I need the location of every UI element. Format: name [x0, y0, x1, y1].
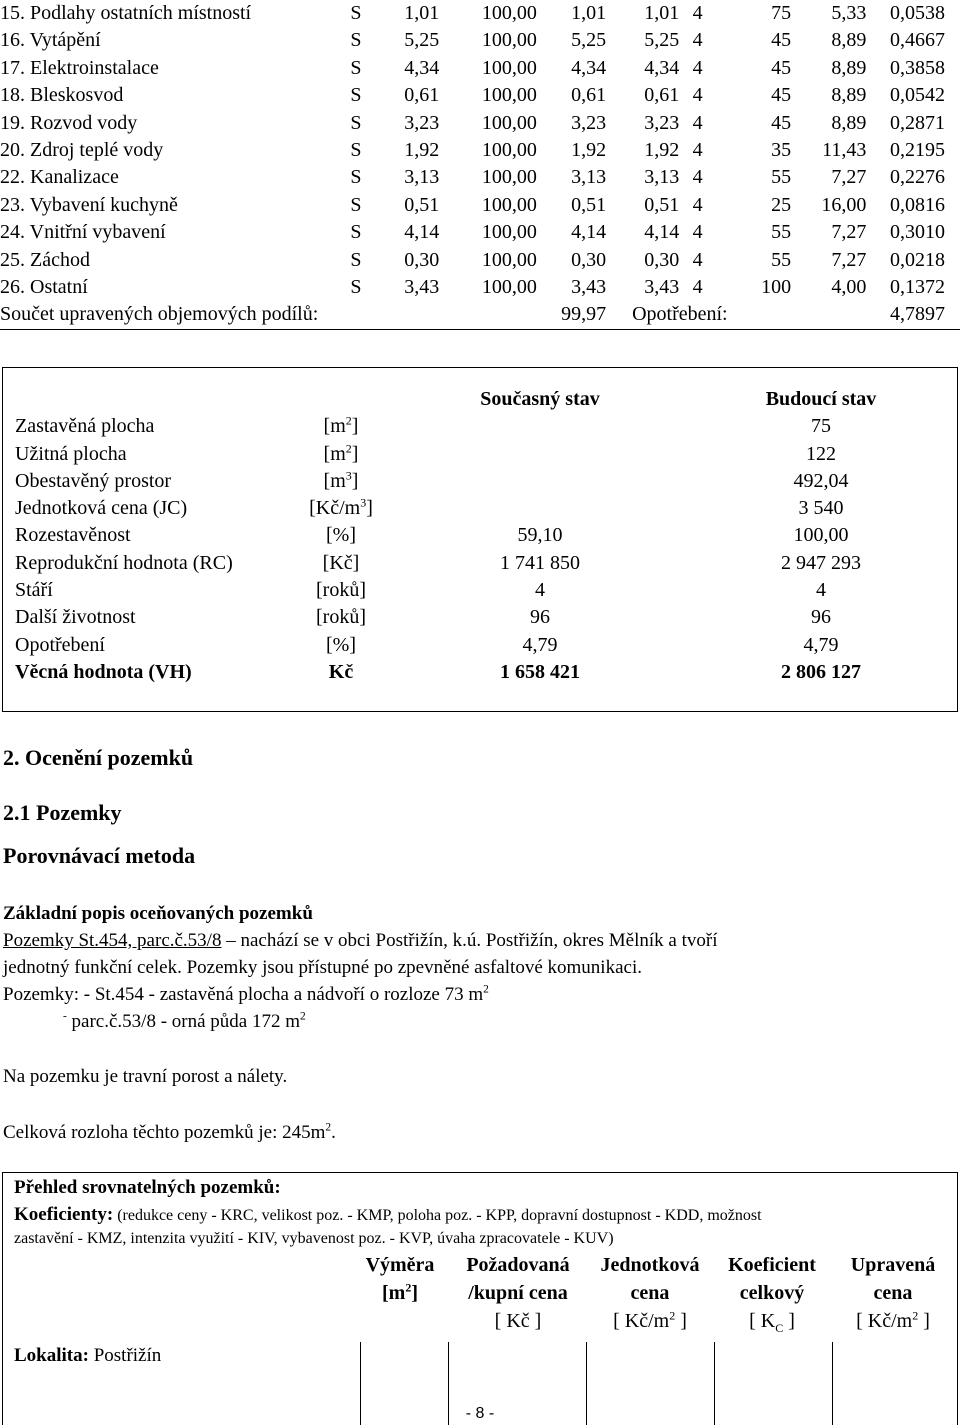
valuation-row	[15, 522, 949, 549]
valuation-label: Jednotková cena (JC)	[15, 497, 188, 520]
unit-base: [%]	[326, 633, 356, 656]
row-cell: S	[350, 221, 362, 244]
h2-text: cena	[630, 1282, 670, 1304]
row-cell: S	[350, 276, 362, 299]
row-cell: 100,00	[481, 84, 537, 107]
valuation-box	[2, 367, 958, 712]
row-cell: 3,43	[571, 276, 607, 299]
valuation-row	[15, 441, 949, 468]
description-line-4	[63, 1008, 306, 1035]
unit-end: ]	[918, 1310, 930, 1332]
unit-end: ]	[783, 1310, 795, 1332]
valuation-row	[15, 468, 949, 495]
unit-sup: 2	[912, 1308, 919, 1323]
table-row	[0, 27, 960, 54]
unit-sup: 3	[360, 495, 367, 510]
table-row	[0, 82, 960, 109]
row-cell: 100,00	[481, 111, 537, 134]
row-cell: 4,14	[404, 221, 440, 244]
row-cell: 0,3010	[890, 221, 945, 244]
row-cell: 4	[692, 111, 703, 134]
row-cell: 3,23	[404, 111, 440, 134]
final-future: 2 806 127	[781, 660, 861, 683]
description-line-1-rest: – nachází se v obci Postřižín, k.ú. Postřižín, okres Mělník a tvoří	[221, 930, 718, 951]
unit-sup: 2	[669, 1308, 676, 1323]
row-cell: 3,23	[571, 111, 607, 134]
description-line-1	[3, 927, 718, 954]
valuation-header-row	[15, 386, 949, 413]
row-cell: 100,00	[481, 166, 537, 189]
valuation-unit	[295, 413, 387, 440]
section-heading-sub: 2.1 Pozemky	[3, 800, 122, 825]
valuation-current	[387, 413, 693, 440]
valuation-current	[387, 468, 693, 495]
building-parts-table	[0, 0, 960, 330]
row-cell: 45	[771, 56, 792, 79]
row-name: 23. Vybavení kuchyně	[0, 193, 178, 216]
row-cell: 0,51	[644, 193, 680, 216]
row-name: 18. Bleskosvod	[0, 84, 124, 107]
h2-text: /kupní cena	[468, 1282, 568, 1304]
valuation-unit	[295, 495, 387, 522]
unit-base: [roků]	[316, 606, 366, 629]
row-cell: 100,00	[481, 139, 537, 162]
row-cell: 4	[692, 84, 703, 107]
locality-row	[14, 1342, 161, 1369]
row-cell: 0,0538	[890, 2, 945, 24]
h2-text: celkový	[739, 1282, 805, 1304]
row-cell: 4,34	[404, 56, 440, 79]
row-cell: 16,00	[821, 193, 867, 216]
row-cell: 25	[771, 193, 792, 216]
col-header-line-1: Jednotková	[600, 1254, 700, 1276]
valuation-future: 96	[811, 606, 831, 629]
row-cell: 1,92	[404, 139, 440, 162]
valuation-row	[15, 413, 949, 440]
table-row	[0, 164, 960, 191]
unit-sup: 3	[345, 468, 352, 483]
description-title: Základní popis oceňovaných pozemků	[3, 903, 313, 924]
valuation-current	[387, 441, 693, 468]
row-cell: 4,34	[571, 56, 607, 79]
row-cell: 5,33	[831, 2, 867, 24]
valuation-current	[387, 495, 693, 522]
wear-value: 4,7897	[791, 301, 960, 329]
row-cell: 55	[771, 248, 792, 271]
row-cell: 5,25	[644, 29, 680, 52]
unit-end: ]	[351, 469, 359, 492]
valuation-unit	[295, 468, 387, 495]
col-header-line-1: Upravená	[850, 1254, 936, 1276]
valuation-future: 4,79	[803, 633, 839, 656]
sum-row	[0, 301, 960, 329]
row-cell: 0,51	[571, 193, 607, 216]
row-cell: 0,30	[571, 248, 607, 271]
row-name: 20. Zdroj teplé vody	[0, 139, 164, 162]
row-cell: S	[350, 166, 362, 189]
coefficients-line-2: zastavění - KMZ, intenzita využití - KIV, vybavenost poz. - KVP, úvaha zpracovatele - KUV)	[14, 1230, 614, 1247]
unit-text: [ K	[749, 1310, 776, 1332]
valuation-unit	[295, 441, 387, 468]
unit-sup: 2	[345, 413, 352, 428]
row-cell: 3,43	[644, 276, 680, 299]
valuation-label: Rozestavěnost	[15, 524, 131, 547]
row-cell: S	[350, 248, 362, 271]
valuation-future: 4	[816, 579, 826, 602]
valuation-label: Další životnost	[15, 606, 136, 629]
row-cell: 4	[692, 276, 703, 299]
row-cell: 0,0542	[890, 84, 945, 107]
method-heading: Porovnávací metoda	[3, 843, 196, 868]
unit-text: [ Kč ]	[494, 1310, 542, 1332]
valuation-current: 96	[530, 606, 550, 629]
row-cell: 4	[692, 193, 703, 216]
row-cell: 3,23	[644, 111, 680, 134]
row-cell: 4	[692, 56, 703, 79]
page-number: - 8 -	[465, 1405, 495, 1422]
row-cell: 4,00	[831, 276, 867, 299]
row-cell: 55	[771, 166, 792, 189]
row-cell: 5,25	[571, 29, 607, 52]
line-4-sup: 2	[300, 1010, 306, 1023]
final-label: Věcná hodnota (VH)	[15, 660, 192, 683]
line-6-sup: 2	[325, 1121, 332, 1134]
unit-base: [m	[323, 442, 346, 465]
row-cell: 4	[692, 29, 703, 52]
row-cell: 7,27	[831, 248, 867, 271]
row-cell: 1,01	[571, 2, 607, 24]
row-cell: 8,89	[831, 29, 867, 52]
valuation-current: 1 741 850	[500, 551, 580, 574]
row-name: 22. Kanalizace	[0, 166, 119, 189]
row-cell: 100,00	[481, 276, 537, 299]
row-cell: 4	[692, 2, 703, 24]
unit-base: [m	[323, 415, 346, 438]
row-name: 16. Vytápění	[0, 29, 101, 52]
valuation-current: 4	[535, 579, 545, 602]
unit-base: [%]	[326, 524, 356, 547]
row-cell: 11,43	[822, 139, 867, 162]
table-row	[0, 0, 960, 27]
valuation-table	[15, 386, 949, 686]
row-cell: S	[350, 2, 362, 24]
row-cell: 100,00	[481, 2, 537, 24]
valuation-future: 122	[806, 442, 836, 465]
row-cell: 100	[761, 276, 792, 299]
h2-end: ]	[411, 1282, 418, 1304]
row-cell: 75	[771, 2, 792, 24]
row-cell: 1,01	[404, 2, 440, 24]
valuation-row	[15, 632, 949, 659]
row-cell: S	[350, 56, 362, 79]
valuation-current: 59,10	[517, 524, 563, 547]
row-cell: S	[350, 111, 362, 134]
valuation-unit	[295, 577, 387, 604]
row-cell: 4,34	[644, 56, 680, 79]
line-6-end: .	[331, 1122, 336, 1143]
row-cell: 4,14	[644, 221, 680, 244]
col-future-header: Budoucí stav	[765, 388, 877, 410]
row-cell: 3,13	[404, 166, 440, 189]
valuation-row	[15, 550, 949, 577]
row-cell: S	[350, 193, 362, 216]
description-line-6	[3, 1119, 336, 1146]
unit-text: [ Kč/m	[613, 1310, 670, 1332]
section-heading-main: 2. Ocenění pozemků	[3, 745, 194, 770]
row-cell: 100,00	[481, 193, 537, 216]
h2-text: cena	[873, 1282, 913, 1304]
row-cell: 45	[771, 29, 792, 52]
valuation-label: Stáří	[15, 579, 53, 602]
comparison-title: Přehled srovnatelných pozemků:	[14, 1177, 281, 1198]
h2-text: [m	[382, 1282, 406, 1304]
row-cell: 3,13	[571, 166, 607, 189]
row-cell: 0,4667	[890, 29, 945, 52]
line-3-text: Pozemky: - St.454 - zastavěná plocha a nádvoří o rozloze 73 m	[3, 984, 484, 1005]
row-name: 24. Vnitřní vybavení	[0, 221, 166, 244]
col-current-header: Současný stav	[480, 388, 600, 410]
valuation-unit	[295, 632, 387, 659]
unit-text: [ Kč/m	[856, 1310, 913, 1332]
unit-end: ]	[675, 1310, 687, 1332]
col-header-line-1: Požadovaná	[466, 1254, 570, 1276]
valuation-row	[15, 604, 949, 631]
valuation-label: Obestavěný prostor	[15, 469, 172, 492]
row-cell: 4	[692, 248, 703, 271]
table-row	[0, 110, 960, 137]
parcel-ids: Pozemky St.454, parc.č.53/8	[3, 930, 222, 951]
row-cell: 100,00	[481, 29, 537, 52]
col-header-line-1: Výměra	[365, 1254, 435, 1276]
row-cell: 100,00	[481, 56, 537, 79]
sum-label: Součet upravených objemových podílů:	[0, 301, 537, 329]
row-name: 15. Podlahy ostatních místností	[0, 2, 252, 24]
valuation-label: Reprodukční hodnota (RC)	[15, 551, 233, 574]
table-row	[0, 192, 960, 219]
valuation-future: 3 540	[798, 497, 844, 520]
sum-value: 99,97	[537, 301, 606, 329]
row-name: 19. Rozvod vody	[0, 111, 138, 134]
row-cell: 4	[692, 166, 703, 189]
valuation-row	[15, 495, 949, 522]
row-cell: 5,25	[404, 29, 440, 52]
row-cell: S	[350, 139, 362, 162]
valuation-future: 100,00	[793, 524, 849, 547]
col-unit	[813, 1307, 960, 1335]
valuation-current: 4,79	[522, 633, 558, 656]
line-4-dash: -	[63, 1010, 67, 1023]
h2-sup: 2	[405, 1280, 412, 1295]
row-cell: 1,92	[571, 139, 607, 162]
table-row	[0, 274, 960, 301]
row-cell: 0,30	[404, 248, 440, 271]
row-cell: 0,30	[644, 248, 680, 271]
row-cell: 45	[771, 84, 792, 107]
row-cell: 0,3858	[890, 56, 945, 79]
unit-end: ]	[351, 415, 359, 438]
row-cell: 3,43	[404, 276, 440, 299]
locality-value: Postřižín	[88, 1345, 162, 1366]
row-cell: 0,2871	[890, 111, 945, 134]
comparison-column-header	[813, 1251, 960, 1335]
unit-end: ]	[366, 497, 373, 520]
unit-base: [Kč/m	[309, 497, 361, 520]
line-4-text: parc.č.53/8 - orná půda 172 m	[66, 1011, 301, 1032]
unit-end: ]	[351, 442, 359, 465]
row-cell: 7,27	[831, 221, 867, 244]
valuation-future: 2 947 293	[781, 551, 861, 574]
valuation-unit	[295, 550, 387, 577]
row-cell: 0,61	[571, 84, 607, 107]
row-cell: 1,92	[644, 139, 680, 162]
row-name: 17. Elektroinstalace	[0, 56, 159, 79]
valuation-label: Zastavěná plocha	[15, 415, 155, 438]
row-cell: 55	[771, 221, 792, 244]
row-cell: 0,61	[644, 84, 680, 107]
row-cell: 4	[692, 221, 703, 244]
row-cell: 8,89	[831, 84, 867, 107]
unit-base: [m	[323, 469, 346, 492]
row-cell: 8,89	[831, 111, 867, 134]
unit-base: [roků]	[316, 579, 366, 602]
row-cell: 0,51	[404, 193, 440, 216]
coefficients-label: Koeficienty:	[14, 1204, 114, 1225]
line-3-sup: 2	[483, 983, 489, 996]
row-cell: 0,0816	[890, 193, 945, 216]
table-row	[0, 247, 960, 274]
valuation-label: Užitná plocha	[15, 442, 127, 465]
valuation-unit	[295, 522, 387, 549]
table-row	[0, 137, 960, 164]
row-cell: 3,13	[644, 166, 680, 189]
row-cell: 0,2276	[890, 166, 945, 189]
row-cell: 4,14	[571, 221, 607, 244]
valuation-unit	[295, 604, 387, 631]
row-cell: 8,89	[831, 56, 867, 79]
locality-label: Lokalita:	[14, 1345, 89, 1366]
coefficients-text-1: (redukce ceny - KRC, velikost poz. - KMP, poloha poz. - KPP, dopravní dostupnost - KDD, možnost	[113, 1207, 762, 1224]
row-cell: 100,00	[481, 221, 537, 244]
row-cell: 0,61	[404, 84, 440, 107]
col-header-line-1: Koeficient	[728, 1254, 816, 1276]
table-row	[0, 55, 960, 82]
unit-sup: 2	[345, 440, 352, 455]
row-cell: S	[350, 84, 362, 107]
row-cell: 45	[771, 111, 792, 134]
row-cell: 35	[771, 139, 792, 162]
description-line-5: Na pozemku je travní porost a nálety.	[3, 1066, 288, 1087]
line-6-text: Celková rozloha těchto pozemků je: 245m	[3, 1122, 326, 1143]
row-cell: 100,00	[481, 248, 537, 271]
row-cell: S	[350, 29, 362, 52]
valuation-label: Opotřebení	[15, 633, 105, 656]
row-cell: 1,01	[644, 2, 680, 24]
table-row	[0, 219, 960, 246]
unit-base: [Kč]	[322, 551, 360, 574]
row-name: 25. Záchod	[0, 248, 90, 271]
unit-sub: C	[775, 1321, 784, 1335]
row-cell: 0,2195	[890, 139, 945, 162]
final-current: 1 658 421	[500, 660, 580, 683]
valuation-future: 492,04	[793, 469, 849, 492]
row-cell: 4	[692, 139, 703, 162]
row-name: 26. Ostatní	[0, 276, 88, 299]
row-cell: 0,0218	[890, 248, 945, 271]
row-cell: 0,1372	[890, 276, 945, 299]
valuation-row	[15, 577, 949, 604]
row-cell: 7,27	[831, 166, 867, 189]
col-header-line-2	[813, 1279, 960, 1307]
final-unit: Kč	[328, 660, 354, 683]
wear-label: Opotřebení:	[606, 301, 791, 329]
description-line-3	[3, 981, 489, 1008]
description-line-2: jednotný funkční celek. Pozemky jsou přístupné po zpevněné asfaltové komunikaci.	[3, 957, 642, 978]
valuation-future: 75	[811, 415, 831, 438]
final-value-row	[15, 659, 949, 686]
